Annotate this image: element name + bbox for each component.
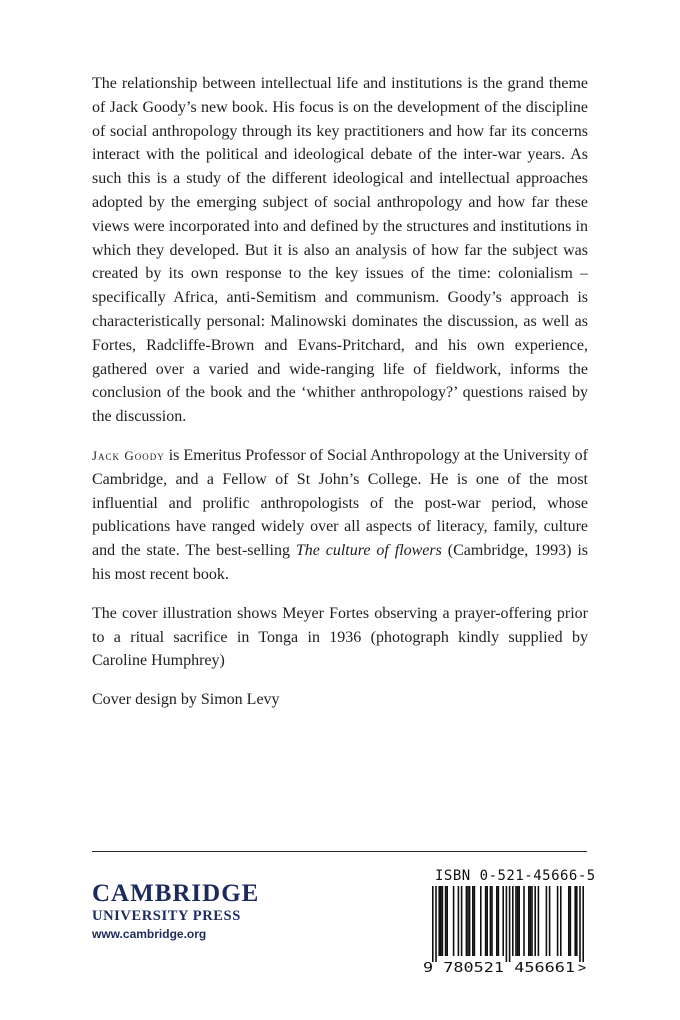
barcode-bar [518,886,520,956]
barcode-bar [435,886,437,962]
barcode-bar [486,886,488,956]
barcode-end-marker: > [578,960,587,976]
barcode-bar [453,886,455,956]
barcode-bar [491,886,493,956]
barcode-bar [531,886,533,956]
author-bio-text-end: (Cambridge, 1993) is his most recent book. [92,542,589,583]
barcode-bar [549,886,551,956]
barcode-bar [523,886,525,956]
book-title: The culture of flowers [295,542,442,560]
author-name: Jack Goody [92,447,165,463]
barcode-bar [485,886,487,956]
publisher-logo [92,880,292,943]
barcode-bar [440,886,442,956]
barcode-bar [557,886,559,956]
barcode-bar [502,886,504,956]
barcode-bar [574,886,576,956]
barcode-bar [576,886,578,956]
barcode-bar [461,886,463,956]
barcode-bar [442,886,444,956]
barcode-bar [579,886,581,962]
barcode-bar [445,886,447,956]
barcode-bar [509,886,511,962]
barcode-bars [432,886,584,962]
barcode-bar [480,886,482,956]
barcode-digits: 9 780521 456661 [423,960,575,976]
barcode-bar [438,886,440,956]
barcode-bar [515,886,517,956]
barcode-bar [528,886,530,956]
barcode-bar [466,886,468,956]
barcode-bar [467,886,469,956]
cover-design-credit: Cover design by Simon Levy [92,691,280,709]
barcode-bar [560,886,562,956]
barcode-bar [538,886,540,956]
barcode-bar [432,886,434,962]
blurb-text [92,72,588,727]
publisher-url: www.cambridge.org [92,927,207,941]
barcode-bar [530,886,532,956]
divider [92,851,587,852]
barcode-bar [582,886,584,962]
barcode-bar [472,886,474,956]
barcode-bar [498,886,500,956]
barcode-bar [570,886,572,956]
barcode-bar [506,886,508,962]
publisher-subname: UNIVERSITY PRESS [92,908,241,924]
barcode-bar [490,886,492,956]
cover-illustration-credit: The cover illustration shows Meyer Fortes observing a prayer-offering prior to a ritual sacrifice in Tonga in 1936 (photograph kindly supplied by Caroline Humphrey) [92,604,588,670]
barcode-bar [517,886,519,956]
barcode-bar [546,886,548,956]
barcode-bar [496,886,498,956]
publisher-name: CAMBRIDGE [92,880,260,907]
barcode-bar [474,886,476,956]
isbn-label: ISBN 0-521-45666-5 [435,868,596,884]
isbn-barcode [420,886,590,976]
author-bio-text: is Emeritus Professor of Social Anthropology at the University of Cambridge, and a Fellow of St John’s College. He is one of the most influential and prolific anthropologists of the post-war period, whose publications have ranged widely over all aspects of literacy, family, culture and the state. The best-selling [92,446,588,560]
description-paragraph: The relationship between intellectual life and institutions is the grand theme of Jack Goody’s new book. His focus is on the development of the discipline of social anthropology through its key practitioners and how far its concerns interact with the political and ideological debate of the inter-war years. As such this is a study of the different ideological and intellectual approaches adopted by the emerging subject of social anthropology and how far these views were incorporated into and defined by the structures and institutions in which they developed. But it is also an analysis of how far the subject was created by its own response to the key issues of the time: colonialism – specifically Africa, anti-Semitism and communism. Goody’s approach is characteristically personal: Malinowski dominates the discussion, as well as Fortes, Radcliffe-Brown and Evans-Pritchard, and his own experience, gathered over a varied and wide-ranging life of fieldwork, informs the conclusion of the book and the ‘whither anthropology?’ questions raised by the discussion. [92,75,588,426]
barcode-bar [458,886,460,956]
barcode-bar [568,886,570,956]
barcode-bar [446,886,448,956]
barcode-bar [534,886,536,956]
author-bio-paragraph [92,444,588,587]
barcode-bar [512,886,514,956]
barcode-bar [469,886,471,956]
